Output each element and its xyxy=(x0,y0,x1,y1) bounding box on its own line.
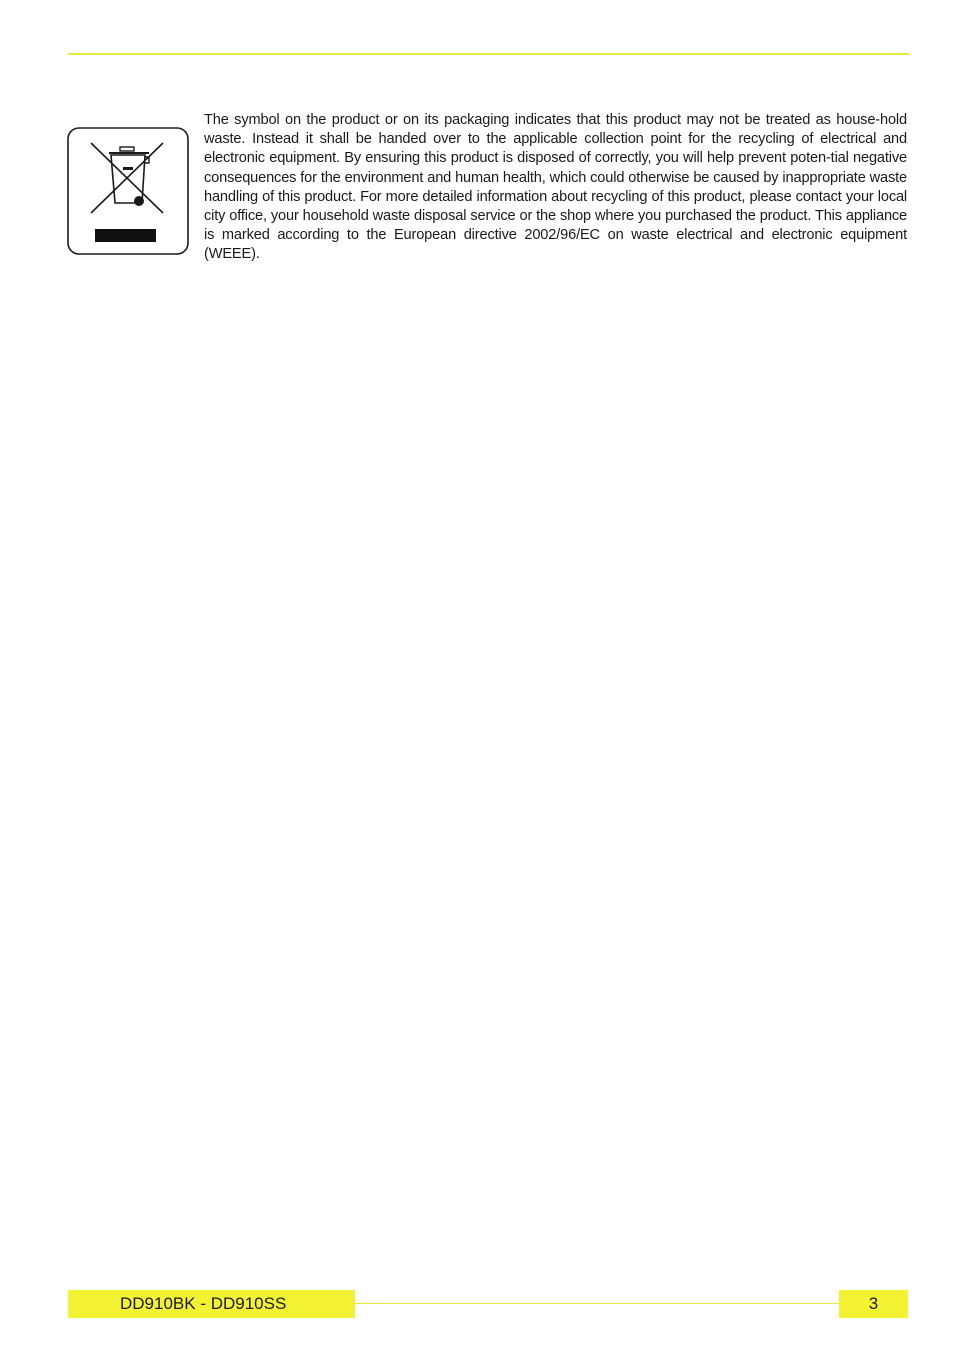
notice-line-7: you purchased the product. This appliance is marked according to the European directive 2002/96/EC xyxy=(204,208,908,244)
disposal-notice xyxy=(204,111,907,265)
notice-line-1: The symbol on the product or on its packaging indicates that this product may not be treated as house- xyxy=(204,112,880,128)
notice-line-4: tial negative consequences for the environment and human health, which could otherwise be caused xyxy=(204,150,907,186)
notice-line-8: on waste electrical and electronic equipment (WEEE). xyxy=(204,227,907,263)
notice-line-2: hold waste. Instead it shall be handed over to the applicable collection point for the recycling of electrical xyxy=(204,112,907,148)
header-rule xyxy=(68,53,909,55)
footer-model-label: DD910BK - DD910SS xyxy=(68,1290,355,1318)
crossed-out-wheelie-bin-icon xyxy=(67,127,189,255)
notice-line-5: by inappropriate waste handling of this product. For more detailed information about recycling of this xyxy=(204,169,907,205)
notice-line-6: product, please contact your local city office, your household waste disposal service or the shop where xyxy=(204,188,908,225)
page-number: 3 xyxy=(839,1290,908,1318)
weee-symbol xyxy=(67,127,189,255)
notice-line-3: and electronic equipment. By ensuring this product is disposed of correctly, you will help prevent poten- xyxy=(204,131,907,167)
footer-rule xyxy=(355,1303,839,1304)
